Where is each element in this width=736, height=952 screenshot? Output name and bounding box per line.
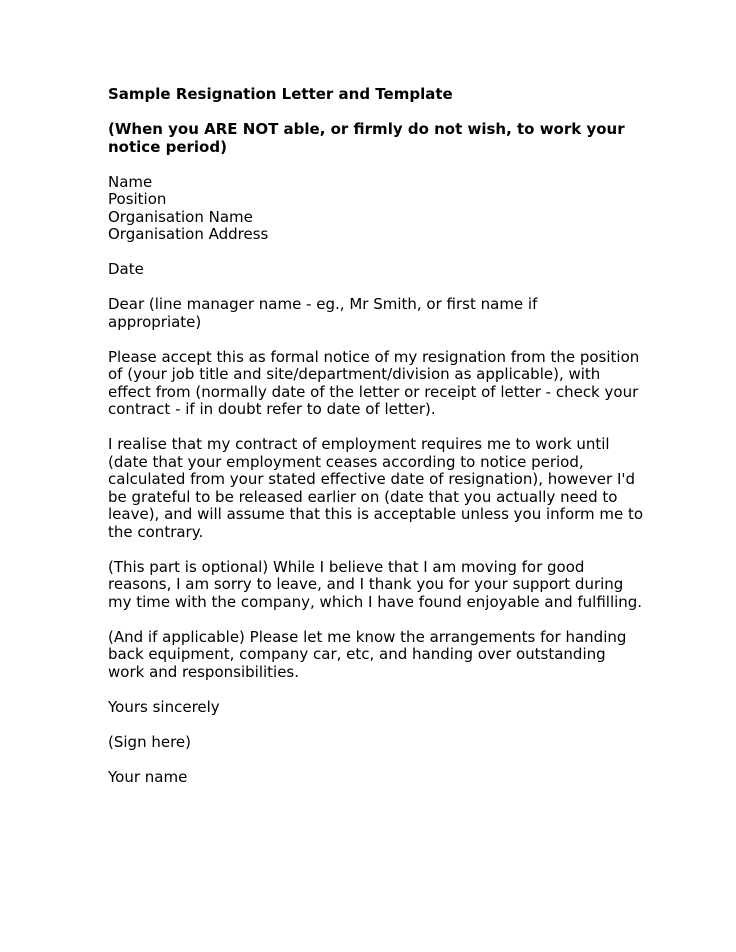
paragraph-line: of (your job title and site/department/division as applicable), with <box>108 365 601 383</box>
closing: Yours sincerely <box>108 697 220 716</box>
paragraph-line: (And if applicable) Please let me know the arrangements for handing <box>108 627 627 646</box>
paragraph-line: work and responsibilities. <box>108 662 300 681</box>
address-organisation-name: Organisation Name <box>108 207 253 226</box>
signature-placeholder: (Sign here) <box>108 732 191 751</box>
address-organisation-address: Organisation Address <box>108 225 269 243</box>
salutation: Dear (line manager name - eg., Mr Smith, or first name if appropriate) <box>108 295 538 331</box>
paragraph-line: leave), and will assume that this is acceptable unless you inform me to <box>108 505 644 523</box>
paragraph-line: back equipment, company car, etc, and handing over outstanding <box>108 645 606 663</box>
paragraph-contract <box>108 435 644 541</box>
your-name: Your name <box>108 767 188 786</box>
subtitle-line: notice period) <box>108 137 227 156</box>
paragraph-line: contract - if in doubt refer to date of letter). <box>108 400 436 418</box>
letter-document <box>108 85 644 804</box>
address-name: Name <box>108 172 153 191</box>
address-position: Position <box>108 190 167 208</box>
paragraph-line: Please accept this as formal notice of my resignation from the position <box>108 347 640 366</box>
paragraph-line: the contrary. <box>108 522 204 541</box>
subtitle-line: (When you ARE NOT able, or firmly do not wish, to work your <box>108 120 625 138</box>
paragraph-line: my time with the company, which I have found enjoyable and fulfilling. <box>108 592 643 611</box>
date-line: Date <box>108 260 144 278</box>
document-title: Sample Resignation Letter and Template <box>108 85 453 103</box>
document-subtitle <box>108 121 634 156</box>
address-block <box>108 174 634 244</box>
paragraph-line: calculated from your stated effective date of resignation), however I'd <box>108 470 636 488</box>
paragraph-line: effect from (normally date of the letter or receipt of letter - check your <box>108 382 639 401</box>
paragraph-line: be grateful to be released earlier on (date that you actually need to <box>108 487 618 506</box>
paragraph-optional <box>108 557 643 612</box>
paragraph-handover <box>108 629 634 682</box>
paragraph-line: (date that your employment ceases according to notice period, <box>108 452 584 471</box>
paragraph-line: reasons, I am sorry to leave, and I thank you for your support during <box>108 575 624 593</box>
paragraph-line: I realise that my contract of employment requires me to work until <box>108 435 610 453</box>
paragraph-notice <box>108 347 640 419</box>
paragraph-line: (This part is optional) While I believe that I am moving for good <box>108 557 585 576</box>
